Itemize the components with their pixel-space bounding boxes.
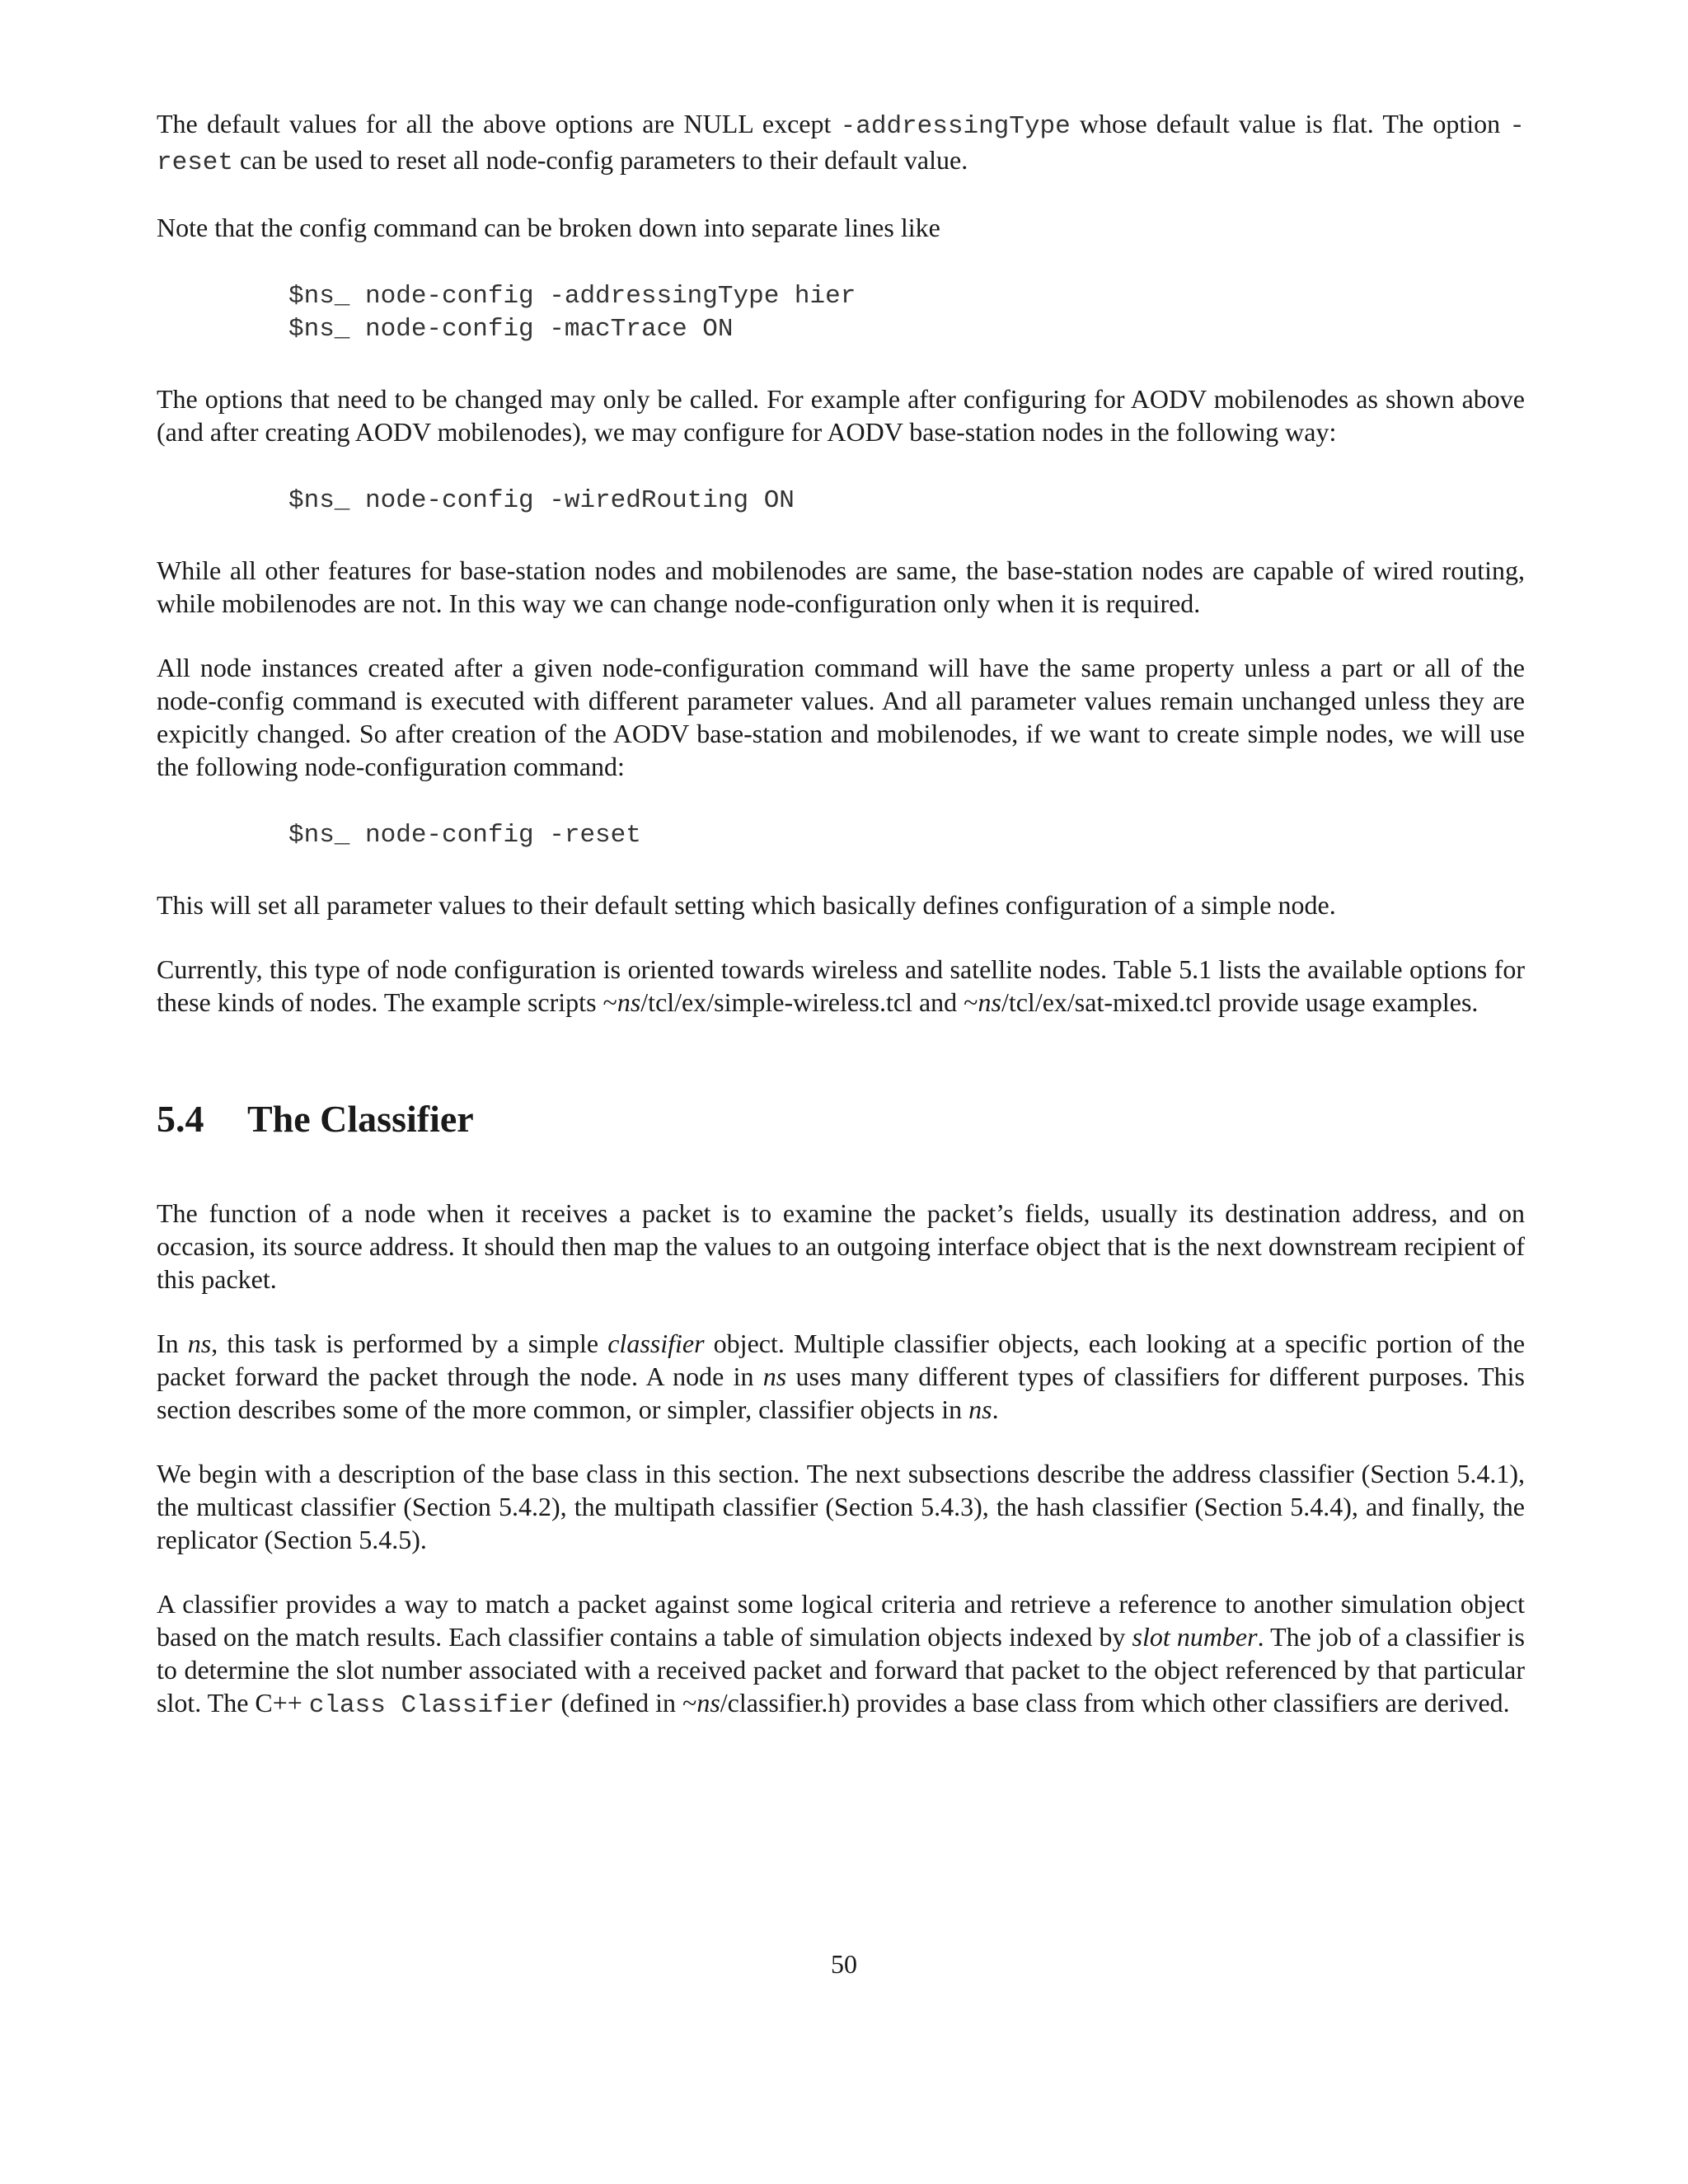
text: . The job of a classifier is to determine the slot number associated with a received packet and forward that packet to the object referenced by that particular slot. The C++ [157, 1622, 1526, 1718]
text: (defined in ~ [554, 1688, 697, 1718]
page-number: 50 [831, 1949, 857, 1979]
inline-code: -addressingType [840, 112, 1071, 141]
paragraph-subsections: We begin with a description of the base class in this section. The next subsections describe the address classifier (Section 5.4.1), the multicast classifier (Section 5.4.2), the multipath classifier (Section 5.4.3), the hash classifier (Section 5.4.4), and finally, the replicator (Section 5.4.5). [157, 1459, 1525, 1554]
classifier-italic: classifier [607, 1329, 705, 1358]
paragraph-base-station: While all other features for base-station nodes and mobilenodes are same, the base-station nodes are capable of wired routing, while mobilenodes are not. In this way we can change node-configuration only when it is required. [157, 555, 1525, 618]
text: /tcl/ex/sat-mixed.tcl provide usage examples. [1001, 987, 1479, 1017]
code-line: $ns_ node-config -reset [288, 821, 641, 850]
paragraph-reset-effect: This will set all parameter values to their default setting which basically defines configuration of a simple node. [157, 890, 1336, 920]
code-block-2 [157, 485, 1525, 518]
section-heading [157, 1094, 1525, 1144]
text: , this task is performed by a simple [211, 1329, 608, 1358]
paragraph-currently [157, 953, 1525, 1019]
ns-italic: ns [968, 1394, 992, 1424]
paragraph-classifier-object [157, 1327, 1525, 1426]
code-block-3 [157, 819, 1525, 852]
code-line: $ns_ node-config -macTrace ON [288, 315, 734, 344]
code-line: $ns_ node-config -wiredRouting ON [288, 486, 795, 515]
paragraph-options: The options that need to be changed may only be called. For example after configuring for AODV mobilenodes as shown above (and after creating AODV mobilenodes), we may configure for AODV base-station nodes in the following way: [157, 384, 1525, 447]
text: whose default value is flat. The option [1070, 109, 1510, 138]
ns-italic: ns [978, 987, 1001, 1017]
page-body [157, 107, 1525, 1722]
code-block-1 [157, 280, 1525, 346]
inline-code: class Classifier [308, 1691, 555, 1720]
ns-italic: ns [617, 987, 641, 1017]
paragraph-default-values [157, 107, 1525, 180]
text: object. Multiple classifier objects, each looking at a specific portion of the packet forward the packet through the node. A node in [157, 1329, 1526, 1391]
text: /tcl/ex/simple-wireless.tcl and ~ [640, 987, 978, 1017]
text: In [157, 1329, 188, 1358]
text: /classifier.h) provides a base class from which other classifiers are derived. [720, 1688, 1510, 1718]
text: The default values for all the above options are NULL except [157, 109, 841, 138]
text: Currently, this type of node configuration is oriented towards wireless and satellite nodes. Table 5.1 lists the available options for these kinds of nodes. The example scripts ~ [157, 954, 1525, 1017]
paragraph-config-note: Note that the config command can be broken down into separate lines like [157, 213, 940, 242]
ns-italic: ns [696, 1688, 720, 1718]
text: can be used to reset all node-config parameters to their default value. [233, 145, 968, 175]
section-number: 5.4 [157, 1098, 204, 1140]
paragraph-classifier-definition [157, 1587, 1525, 1722]
slot-number-italic: slot number [1132, 1622, 1258, 1652]
text: A classifier provides a way to match a packet against some logical criteria and retrieve a reference to another simulation object based on the match results. Each classifier contains a table of simulation objects indexed by [157, 1589, 1525, 1652]
paragraph-node-instances: All node instances created after a given node-configuration command will have the same property unless a part or all of the node-config command is executed with different parameter values. And all parameter values remain unchanged unless they are expicitly changed. So after creation of the AODV base-station and mobilenodes, if we want to create simple nodes, we will use the following node-configuration command: [157, 653, 1525, 781]
inline-code: -reset [157, 112, 1526, 177]
section-title: The Classifier [247, 1098, 474, 1140]
ns-italic: ns [187, 1329, 212, 1358]
ns-italic: ns [762, 1361, 787, 1391]
code-line: $ns_ node-config -addressingType hier [288, 282, 856, 311]
text: uses many different types of classifiers for different purposes. This section describes some of the more common, or simpler, classifier objects in [157, 1361, 1526, 1424]
paragraph-node-function: The function of a node when it receives a packet is to examine the packet’s fields, usually its destination address, and on occasion, its source address. It should then map the values to an outgoing interface object that is the next downstream recipient of this packet. [157, 1198, 1525, 1294]
text: . [992, 1394, 999, 1424]
